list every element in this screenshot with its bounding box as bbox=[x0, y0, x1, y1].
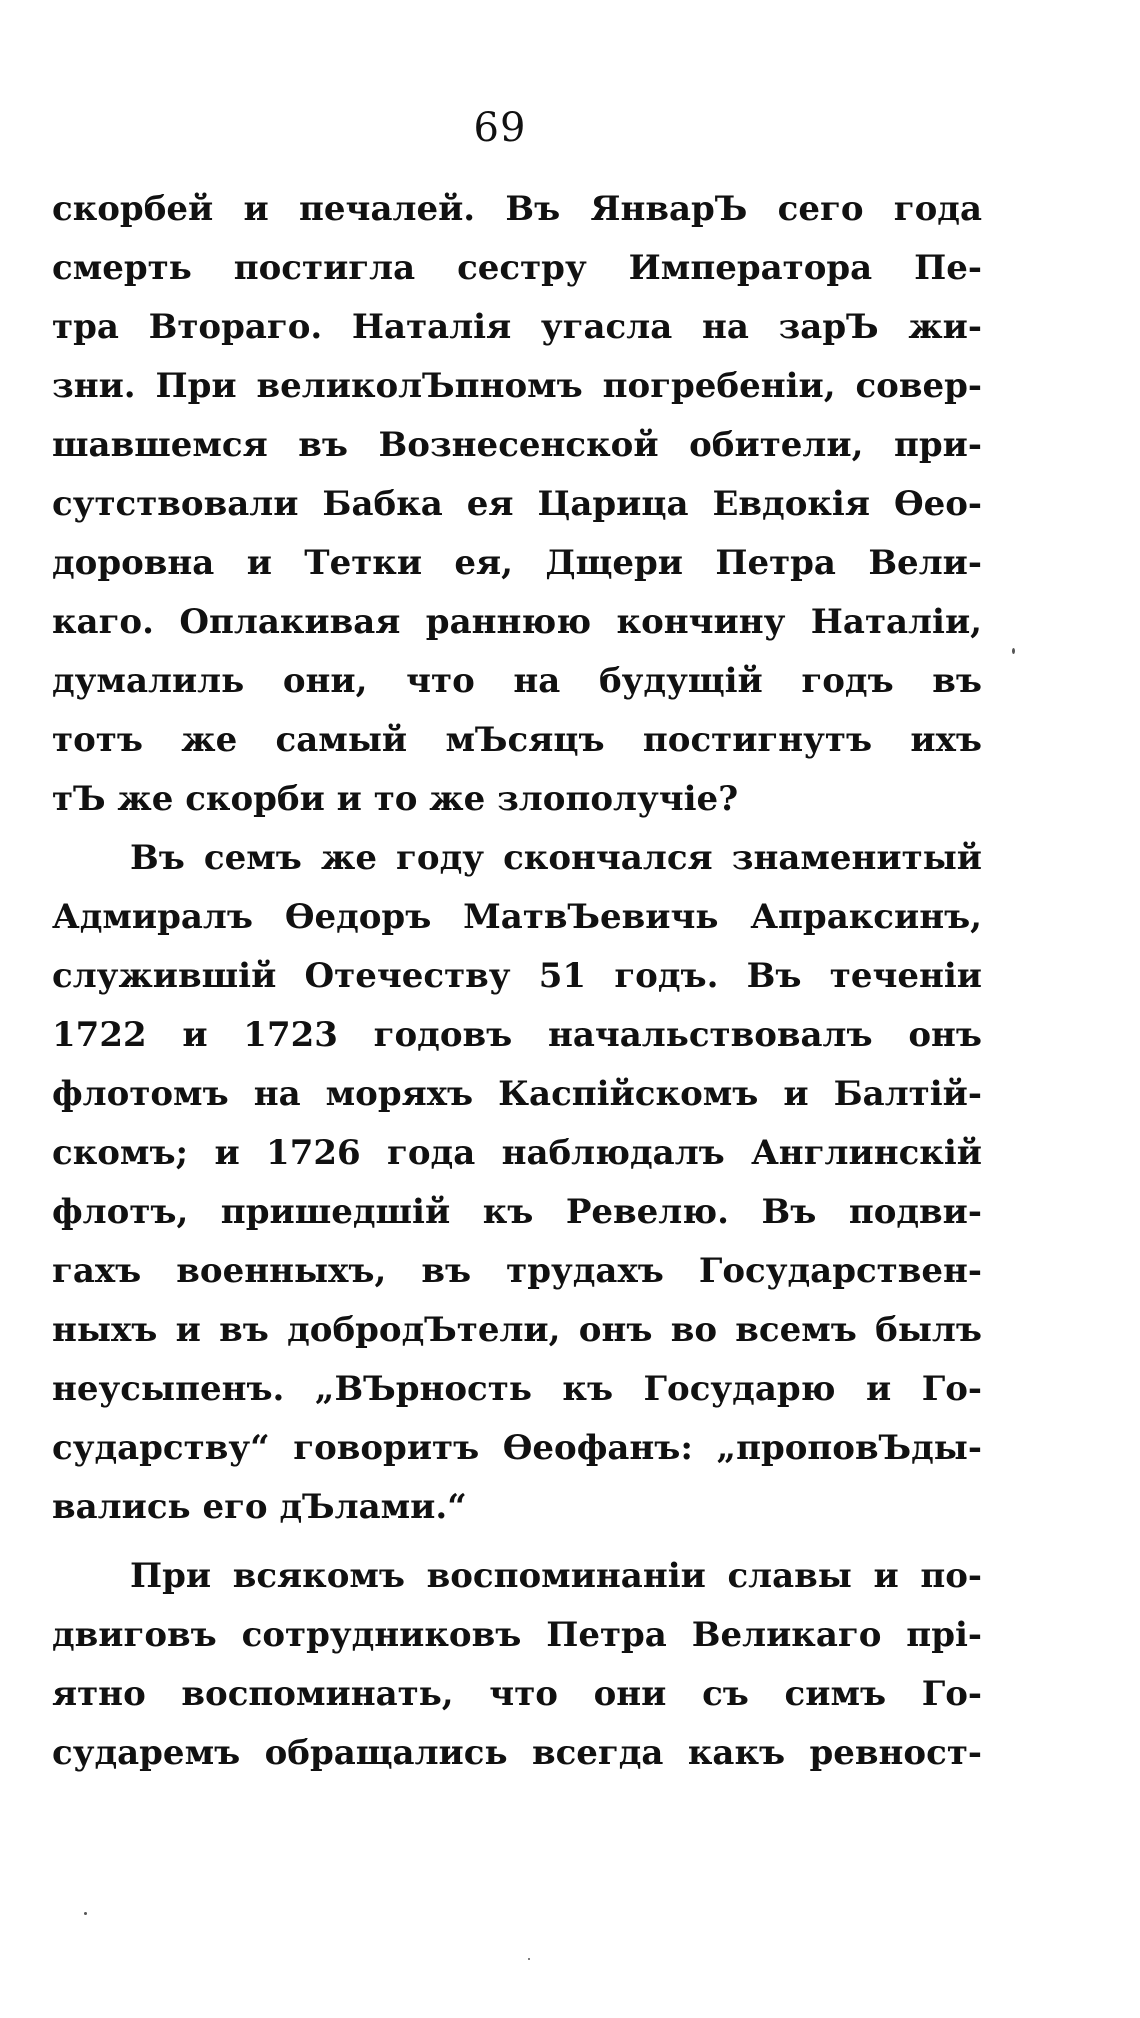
text-line: флотъ, пришедшій къ Ревелю. Въ подви- bbox=[52, 1192, 982, 1232]
text-line: ныхъ и въ добродЪтели, онъ во всемъ былъ bbox=[52, 1310, 982, 1350]
text-line: гахъ военныхъ, въ трудахъ Государствен- bbox=[52, 1251, 982, 1291]
text-line: Въ семъ же году скончался знаменитый bbox=[130, 838, 982, 878]
text-line: служившій Отечеству 51 годъ. Въ теченіи bbox=[52, 956, 982, 996]
text-line: тра Втораго. Наталія угасла на зарЪ жи- bbox=[52, 307, 982, 347]
page-text bbox=[52, 180, 982, 1783]
text-line: сударемъ обращались всегда какъ ревност- bbox=[52, 1733, 982, 1773]
text-line: При всякомъ воспоминаніи славы и по- bbox=[130, 1556, 982, 1596]
text-line: зни. При великолЪпномъ погребеніи, совер- bbox=[52, 366, 982, 406]
text-line: двиговъ сотрудниковъ Петра Великаго прі- bbox=[52, 1615, 982, 1655]
text-line: Адмиралъ Ѳедоръ МатвЪевичь Апраксинъ, bbox=[52, 897, 982, 937]
text-line: 1722 и 1723 годовъ начальствовалъ онъ bbox=[52, 1015, 982, 1055]
text-line: смерть постигла сестру Императора Пе- bbox=[52, 248, 982, 288]
paragraph-gap bbox=[52, 1537, 982, 1547]
text-line: тотъ же самый мЪсяцъ постигнутъ ихъ bbox=[52, 720, 982, 760]
page-number: 69 bbox=[473, 105, 527, 151]
text-line: флотомъ на моряхъ Каспійскомъ и Балтій- bbox=[52, 1074, 982, 1114]
paragraph-2 bbox=[52, 829, 982, 1537]
text-line: неусыпенъ. „ВЪрность къ Государю и Го- bbox=[52, 1369, 982, 1409]
text-line: шавшемся въ Вознесенской обители, при- bbox=[52, 425, 982, 465]
text-line: думалиль они, что на будущій годъ въ bbox=[52, 661, 982, 701]
paragraph-1 bbox=[52, 180, 982, 829]
text-line: тЪ же скорби и то же злополучіе? bbox=[52, 779, 739, 819]
text-line: каго. Оплакивая раннюю кончину Наталіи, bbox=[52, 602, 982, 642]
paragraph-3 bbox=[52, 1547, 982, 1783]
text-line: вались его дЪлами.“ bbox=[52, 1487, 467, 1527]
scan-speck bbox=[1012, 648, 1015, 654]
text-line: скомъ; и 1726 года наблюдалъ Англинскій bbox=[52, 1133, 982, 1173]
text-line: сударству“ говоритъ Ѳеофанъ: „проповЪды- bbox=[52, 1428, 982, 1468]
text-line: скорбей и печалей. Въ ЯнварЪ сего года bbox=[52, 189, 982, 229]
text-line: ятно воспоминать, что они съ симъ Го- bbox=[52, 1674, 982, 1714]
scan-speck bbox=[528, 1958, 530, 1960]
text-line: доровна и Тетки ея, Дщери Петра Вели- bbox=[52, 543, 982, 583]
text-line: сутствовали Бабка ея Царица Евдокія Ѳео- bbox=[52, 484, 982, 524]
scan-speck bbox=[84, 1912, 87, 1915]
